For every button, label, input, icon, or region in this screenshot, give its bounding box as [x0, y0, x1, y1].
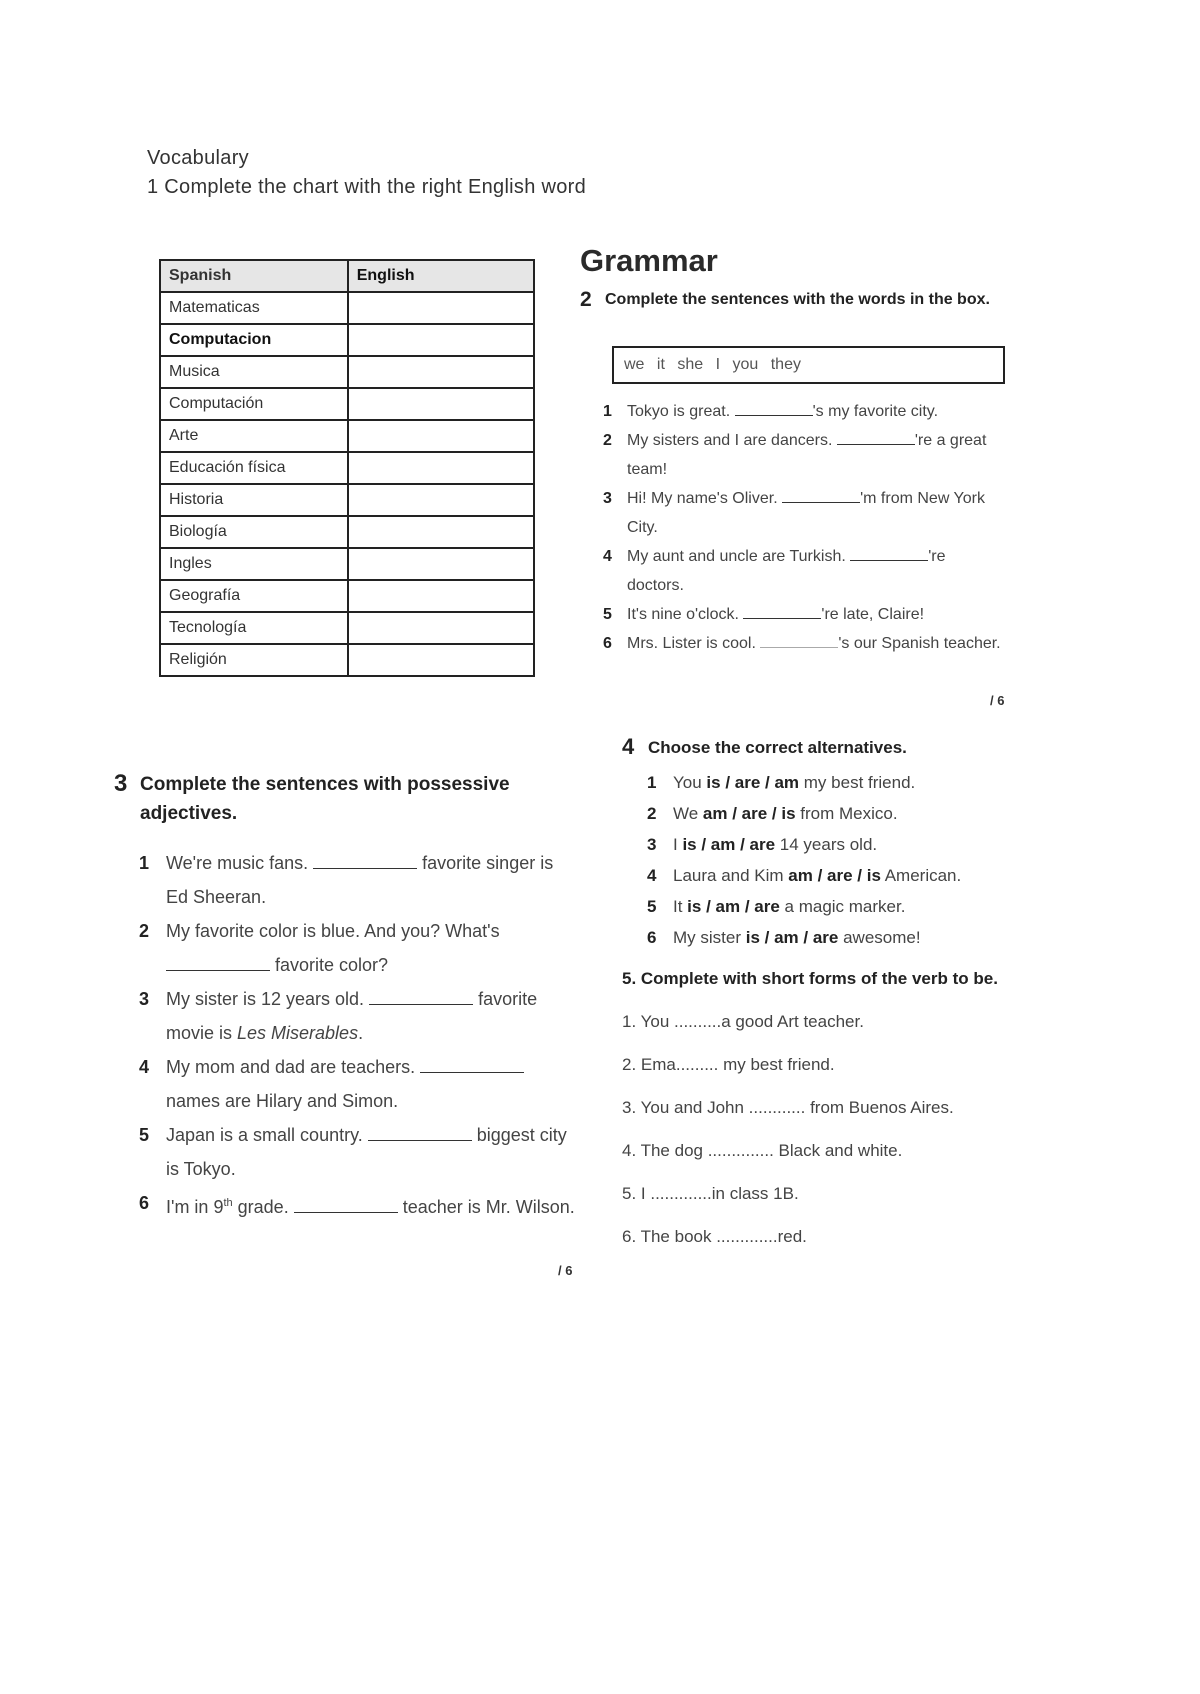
english-answer-cell[interactable] — [348, 580, 534, 612]
exercise-title: Choose the correct alternatives. — [648, 738, 907, 757]
list-item: 6 Mrs. Lister is cool. 's our Spanish teacher. — [603, 635, 1001, 652]
answer-blank[interactable] — [782, 502, 860, 503]
exercise-4-list — [647, 767, 1047, 953]
list-item: 5 It's nine o'clock. 're late, Claire! — [603, 606, 925, 623]
spanish-word: Educación física — [160, 452, 348, 484]
list-item[interactable]: 2. Ema......... my best friend. — [622, 1055, 835, 1074]
english-answer-cell[interactable] — [348, 324, 534, 356]
list-item[interactable]: 2 We am / are / is from Mexico. — [647, 804, 898, 823]
answer-blank[interactable] — [166, 970, 270, 971]
spanish-word: Computación — [160, 388, 348, 420]
list-item[interactable]: 4 Laura and Kim am / are / is American. — [647, 866, 962, 885]
spanish-word: Historia — [160, 484, 348, 516]
exercise-5-title: 5. Complete with short forms of the verb to be. — [622, 969, 998, 988]
exercise-title: Complete the sentences with the words in the box. — [605, 291, 990, 308]
list-item[interactable]: 1 You is / are / am my best friend. — [647, 773, 916, 792]
exercise-number: 4 — [622, 734, 635, 759]
grammar-title: Grammar — [580, 243, 718, 278]
list-item: 6 I'm in 9th grade. teacher is Mr. Wilson. — [139, 1193, 575, 1217]
vocabulary-chart — [159, 259, 535, 677]
english-answer-cell[interactable] — [348, 644, 534, 676]
spanish-word: Geografía — [160, 580, 348, 612]
spanish-word: Computacion — [160, 324, 348, 356]
spanish-word: Tecnología — [160, 612, 348, 644]
list-item[interactable]: 5 It is / am / are a magic marker. — [647, 897, 906, 916]
score-label: / 6 — [558, 1263, 573, 1278]
english-answer-cell[interactable] — [348, 356, 534, 388]
answer-options: is / am / are — [682, 835, 776, 854]
column-header-english: English — [348, 260, 534, 292]
answer-blank[interactable] — [743, 618, 821, 619]
answer-blank[interactable] — [420, 1072, 524, 1073]
column-header-spanish: Spanish — [160, 260, 348, 292]
word-box: we it she I you they — [612, 346, 1005, 384]
exercise-number: 3 — [114, 770, 128, 797]
spanish-word: Matematicas — [160, 292, 348, 324]
english-answer-cell[interactable] — [348, 484, 534, 516]
english-answer-cell[interactable] — [348, 388, 534, 420]
answer-blank[interactable] — [850, 560, 928, 561]
list-item: 4 My mom and dad are teachers. names are Hilary and Simon. — [139, 1050, 579, 1118]
exercise-number: 2 — [580, 288, 592, 311]
list-item: 5 Japan is a small country. biggest city is Tokyo. — [139, 1125, 567, 1179]
spanish-word: Musica — [160, 356, 348, 388]
list-item: 1 We're music fans. favorite singer is Ed Sheeran. — [139, 853, 554, 907]
list-item: 3 Hi! My name's Oliver. 'm from New York City. — [603, 490, 985, 536]
score-label: / 6 — [990, 693, 1005, 708]
spanish-word: Religión — [160, 644, 348, 676]
list-item[interactable]: 1. You ..........a good Art teacher. — [622, 1012, 864, 1031]
list-item[interactable]: 6 My sister is / am / are awesome! — [647, 928, 921, 947]
answer-blank[interactable] — [837, 444, 915, 445]
exercise-2-header — [580, 288, 1010, 312]
english-answer-cell[interactable] — [348, 548, 534, 580]
spanish-word: Arte — [160, 420, 348, 452]
answer-options: is / am / are — [745, 928, 839, 947]
english-answer-cell[interactable] — [348, 292, 534, 324]
list-item: 2 My sisters and I are dancers. 're a great team! — [603, 432, 987, 478]
exercise-title: Complete the sentences with possessive adjectives. — [140, 774, 510, 824]
english-answer-cell[interactable] — [348, 516, 534, 548]
english-answer-cell[interactable] — [348, 452, 534, 484]
list-item[interactable]: 3 I is / am / are 14 years old. — [647, 835, 878, 854]
list-item[interactable]: 4. The dog .............. Black and white. — [622, 1141, 903, 1160]
answer-blank[interactable] — [294, 1212, 398, 1213]
english-answer-cell[interactable] — [348, 420, 534, 452]
answer-options: am / are / is — [788, 866, 881, 885]
answer-options: am / are / is — [702, 804, 796, 823]
list-item[interactable]: 3. You and John ............ from Buenos Aires. — [622, 1098, 954, 1117]
exercise-2-list — [603, 397, 1003, 658]
list-item[interactable]: 5. I .............in class 1B. — [622, 1184, 799, 1203]
exercise-3-header — [114, 770, 584, 828]
exercise-1-instruction: 1 Complete the chart with the right English word — [147, 176, 587, 198]
answer-blank[interactable] — [313, 868, 417, 869]
spanish-word: Biología — [160, 516, 348, 548]
list-item: 3 My sister is 12 years old. favorite movie is Les Miserables. — [139, 989, 538, 1043]
exercise-5-list — [622, 1012, 1042, 1270]
list-item: 2 My favorite color is blue. And you? What's favorite color? — [139, 921, 500, 975]
answer-blank[interactable] — [369, 1004, 473, 1005]
list-item: 1 Tokyo is great. 's my favorite city. — [603, 403, 939, 420]
list-item[interactable]: 6. The book .............red. — [622, 1227, 807, 1246]
answer-options: is / are / am — [706, 773, 800, 792]
answer-blank[interactable] — [760, 647, 838, 648]
answer-options: is / am / are — [687, 897, 780, 916]
exercise-3-list — [139, 846, 579, 1224]
english-answer-cell[interactable] — [348, 612, 534, 644]
spanish-word: Ingles — [160, 548, 348, 580]
answer-blank[interactable] — [368, 1140, 472, 1141]
answer-blank[interactable] — [735, 415, 813, 416]
section-heading: Vocabulary — [147, 147, 249, 169]
list-item: 4 My aunt and uncle are Turkish. 're doctors. — [603, 548, 946, 594]
exercise-4-header — [622, 735, 1042, 761]
